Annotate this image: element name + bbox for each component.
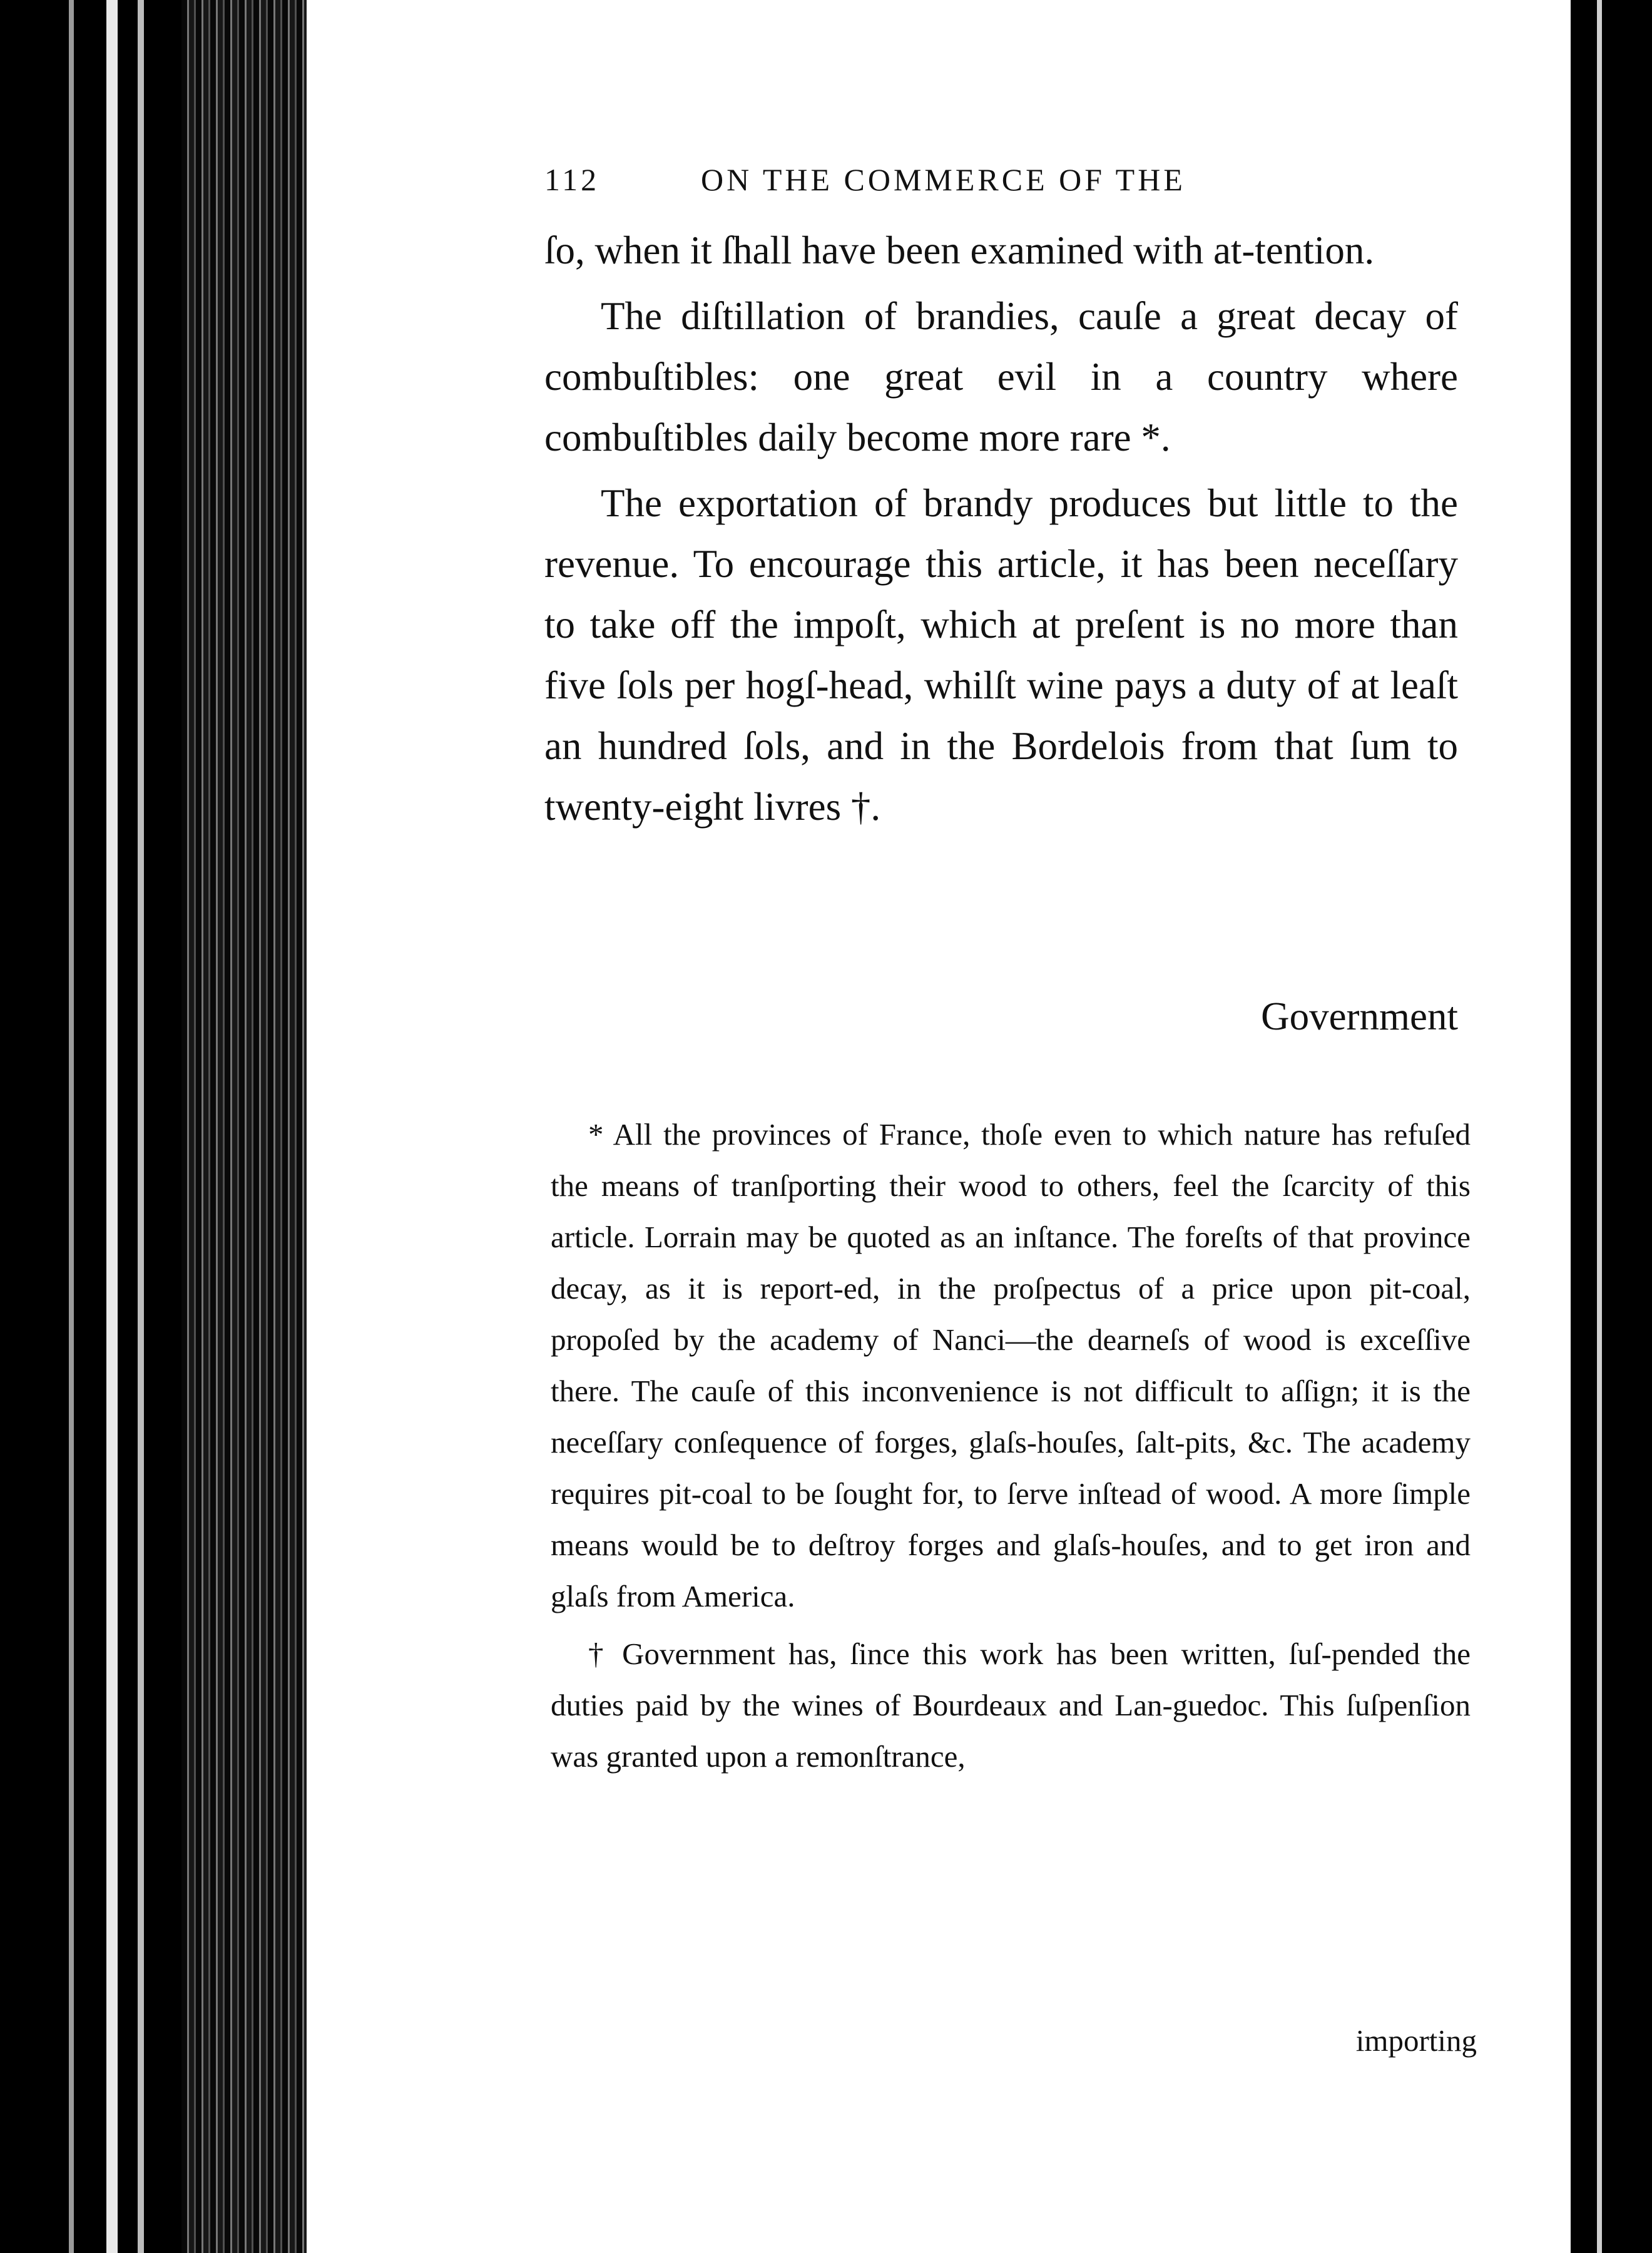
footnote-asterisk: * All the provinces of France, thoſe even to which nature has refuſed the means of tranſporting their wood to others, feel the ſcarcity of this article. Lorrain may be quoted as an inſtance. The foreſts of that province decay, as it is report-ed, in the proſpectus of a price upon pit-coal, propoſed by the academy of Nanci—the dearneſs of wood is exceſſive there. The cauſe of this inconvenience is not difficult to aſſign; it is the neceſſary conſequence of forges, glaſs-houſes, ſalt-pits, &c. The academy requires pit-coal to be ſought for, to ſerve inſtead of wood. A more ſimple means would be to deſtroy forges and glaſs-houſes, and to get iron and glaſs from America. bbox=[551, 1117, 1471, 1613]
body-paragraph-2: The diſtillation of brandies, cauſe a great decay of combuſtibles: one great evil in a country where combuſtibles daily become more rare *. bbox=[544, 294, 1458, 459]
footnote-catchword: importing bbox=[1355, 2023, 1477, 2058]
right-dark-margin bbox=[1571, 0, 1652, 2253]
footnote-dagger: † Government has, ſince this work has been written, ſuſ-pended the duties paid by the wines of Bourdeaux and Lan-guedoc. This ſuſpenſion was granted upon a remonſtrance, bbox=[551, 1637, 1471, 1774]
running-head-title: ON THE COMMERCE OF THE bbox=[701, 162, 1186, 197]
main-text bbox=[544, 220, 1458, 837]
running-head bbox=[544, 161, 1283, 205]
footnotes bbox=[551, 1109, 1471, 1782]
right-edge-line bbox=[1597, 0, 1602, 2253]
page-stack-edges bbox=[181, 0, 307, 2253]
book-edge-highlight bbox=[94, 0, 163, 2253]
body-paragraph-1: ſo, when it ſhall have been examined with at-tention. bbox=[544, 228, 1375, 272]
body-paragraph-3: The exportation of brandy produces but little to the revenue. To encourage this article, it has been neceſſary to take off the impoſt, which at preſent is no more than five ſols per hogſ-head, whilſt wine pays a duty of at leaſt an hundred ſols, and in the Bordelois from that ſum to twenty-eight livres †. bbox=[544, 481, 1458, 829]
body-catchword: Government bbox=[1261, 994, 1458, 1038]
page-number: 112 bbox=[544, 162, 600, 197]
book-edge-line bbox=[69, 0, 74, 2253]
